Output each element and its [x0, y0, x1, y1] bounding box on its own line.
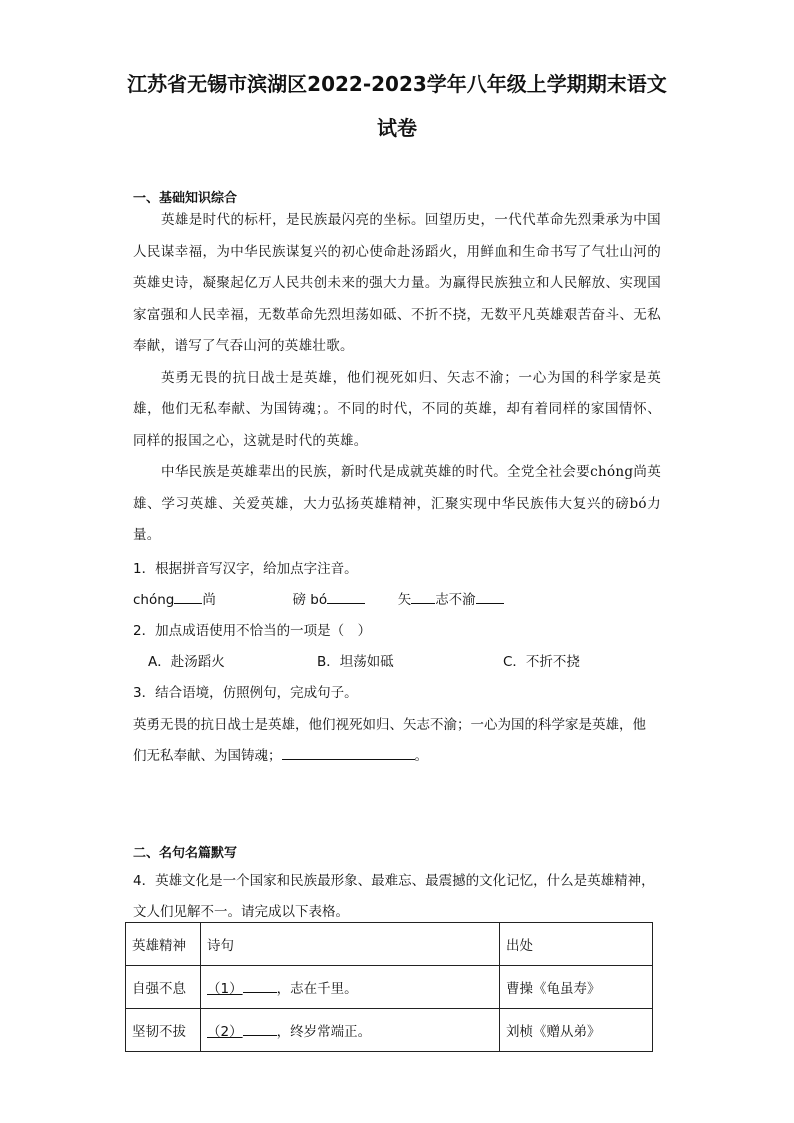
row1-spirit: 自强不息	[126, 966, 201, 1009]
q2-option-a[interactable]: A．赴汤蹈火	[148, 654, 225, 670]
passage-paragraph-2	[133, 363, 661, 458]
reading-passage	[133, 205, 661, 552]
header-spirit: 英雄精神	[126, 923, 201, 966]
q1-blank-4[interactable]	[476, 590, 504, 604]
poetry-table	[125, 922, 653, 1052]
row1-verse[interactable]	[201, 966, 500, 1009]
passage-p2-part-b: 。不同的时代，不同的英雄，却有着同样的家国情怀、同样的报国之心，这就是时代的英雄。	[133, 401, 662, 449]
q3-end: 。	[414, 748, 428, 764]
q3-line-2	[133, 744, 428, 764]
q3-answer-blank[interactable]	[282, 746, 415, 760]
passage-paragraph-3: 中华民族是英雄辈出的民族，新时代是成就英雄的时代。全党全社会要chóng尚英雄、学习英雄、关爱英雄，大力弘扬英雄精神，汇聚实现中华民族伟大复兴的磅bó力量。	[133, 464, 661, 543]
header-source: 出处	[500, 923, 653, 966]
q2-option-c[interactable]: C．不折不挠	[503, 654, 580, 670]
row2-source: 刘桢《赠从弟》	[500, 1009, 653, 1052]
row1-verse-text: ，志在千里。	[276, 981, 358, 997]
table-header-row	[126, 923, 653, 966]
document-title-line1: 江苏省无锡市滨湖区2022-2023学年八年级上学期期末语文	[127, 72, 667, 96]
passage-p2-part-a: 英勇无畏的抗日战士是英雄，他们视死如归、矢志不渝；一心为国的科学家是英雄，他们无私奉献、为国铸魂；	[133, 369, 661, 417]
q1-pinyin-bo: 磅 bó	[292, 592, 328, 608]
q1-blank-1[interactable]	[174, 590, 202, 604]
q1-items	[133, 588, 504, 608]
question-2: 2．加点成语使用不恰当的一项是（ ）	[133, 623, 372, 639]
q1-pinyin-chong: chóng	[133, 592, 175, 608]
q1-char-shi: 矢	[397, 592, 412, 608]
row2-blank[interactable]	[243, 1022, 277, 1036]
row1-source: 曹操《龟虽寿》	[500, 966, 653, 1009]
q1-blank-2[interactable]	[327, 590, 365, 604]
q2-option-b[interactable]: B．坦荡如砥	[317, 654, 394, 670]
question-4-line-2: 文人们见解不一。请完成以下表格。	[133, 904, 349, 920]
passage-paragraph-1: 英雄是时代的标杆，是民族最闪亮的坐标。回望历史，一代代革命先烈秉承为中国人民谋幸福，为中华民族谋复兴的初心使命赴汤蹈火，用鲜血和生命书写了气壮山河的英雄史诗，凝聚起亿万人民共创未来的强大力量。为赢得民族独立和人民解放、实现国家富强和人民幸福，无数革命先烈坦荡如砥、不折不挠，无数平凡英雄艰苦奋斗、无私奉献，谱写了气吞山河的英雄壮歌。	[133, 212, 661, 354]
q1-blank-3[interactable]	[411, 590, 435, 604]
question-1: 1．根据拼音写汉字，给加点字注音。	[133, 561, 358, 577]
row1-blank[interactable]	[243, 979, 277, 993]
table-row	[126, 1009, 653, 1052]
row2-blank-number: （2）	[207, 1024, 243, 1040]
q3-line-1: 英勇无畏的抗日战士是英雄，他们视死如归、矢志不渝；一心为国的科学家是英雄，他	[133, 717, 646, 733]
row2-spirit: 坚韧不拔	[126, 1009, 201, 1052]
table-row	[126, 966, 653, 1009]
q1-char-shang: 尚	[202, 592, 216, 608]
row1-blank-number: （1）	[207, 981, 243, 997]
q3-line-2-text: 们无私奉献、为国铸魂；	[133, 748, 282, 764]
question-4-line-1: 4．英雄文化是一个国家和民族最形象、最难忘、最震撼的文化记忆，什么是英雄精神，	[133, 873, 655, 889]
document-title-line2: 试卷	[377, 116, 417, 140]
section2-heading: 二、名句名篇默写	[133, 846, 238, 861]
header-verse: 诗句	[201, 923, 500, 966]
question-3: 3．结合语境，仿照例句，完成句子。	[133, 685, 358, 701]
row2-verse-text: ，终岁常端正。	[276, 1024, 372, 1040]
section1-heading: 一、基础知识综合	[133, 191, 238, 206]
q1-char-rest: 志不渝	[435, 592, 476, 608]
row2-verse[interactable]	[201, 1009, 500, 1052]
